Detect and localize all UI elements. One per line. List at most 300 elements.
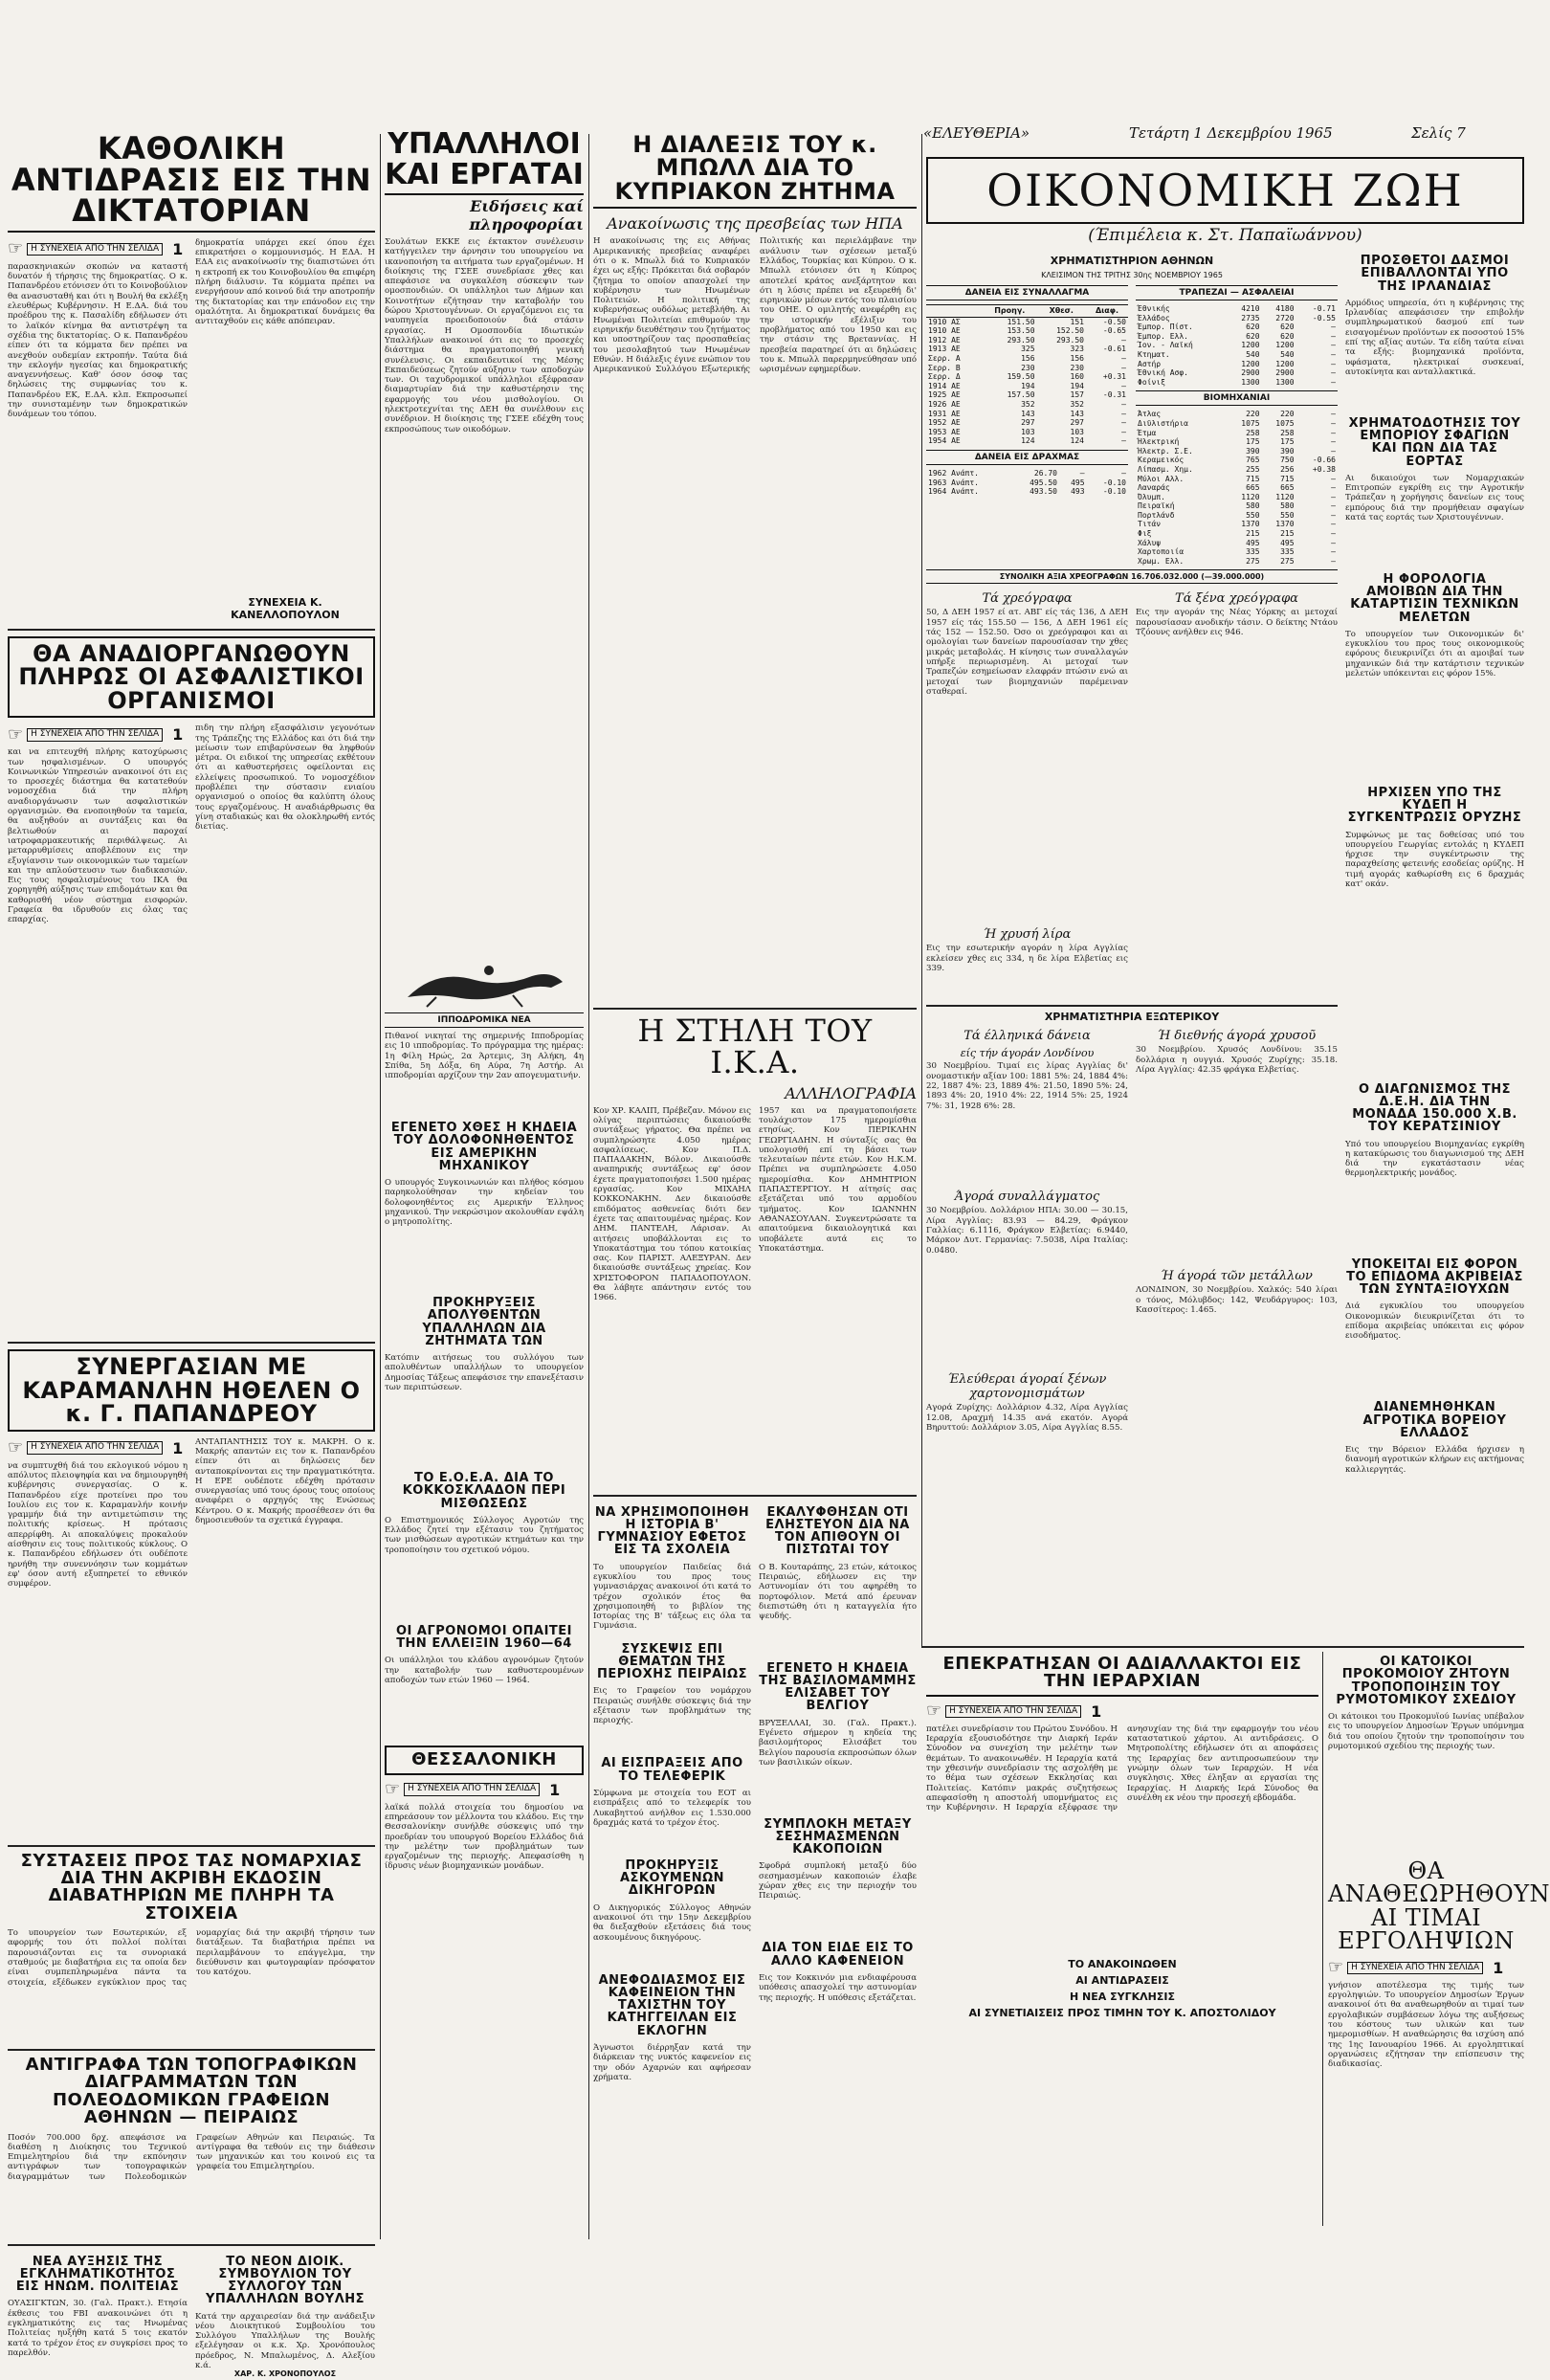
price-cell: 495 bbox=[1246, 538, 1260, 547]
headline: ΣΥΣΤΑΣΕΙΣ ΠΡΟΣ ΤΑΣ ΝΟΜΑΡΧΙΑΣ ΔΙΑ ΤΗΝ ΑΚΡΙΒΗ ΕΚΔΟΣΙΝ ΔΙΑΒΑΤΗΡΙΩΝ ΜΕ ΠΛΗΡΗ ΤΑ ΣΤΟΙΧΕΙΑ bbox=[20, 1850, 363, 1924]
price-cell: 143 bbox=[1070, 409, 1084, 418]
continued-label: Η ΣΥΝΕΧΕΙΑ ΑΠΟ ΤΗΝ ΣΕΛΙΔΑ bbox=[945, 1705, 1081, 1718]
price-cell: — bbox=[1121, 468, 1126, 478]
price-cell: 143 bbox=[1021, 409, 1035, 418]
economy-news-strip bbox=[1345, 251, 1524, 1531]
article-body: πατέλει συνεδρίασιν του Πρώτου Συνόδου. Η Ιεραρχία εξουσιοδότησε την Διαρκή Ιεράν Σύνοδον να συνεχίση την μελέτην των θεμάτων. Το ανακοινωθέν. Η Ιεραρχία κατά την χθεσινήν συνεδρίασιν της ασχολήθη με το θέμα των σχέσεων Εκκλησίας και Πολιτείας. Κατόπιν μακράς συζητήσεως απεφασίσθη η αποστολή υπομνήματος εις την Κυβέρνησιν. Η Ιεραρχία εξέφρασε την ανησυχίαν της διά την εφαρμογήν του νέου καταστατικού χάρτου. Αι αντιδράσεις. Ο Μητροπολίτης εδήλωσεν ότι αι αποφάσεις της Ιεραρχίας δεν αντιπροσωπεύουν την γνώμην όλων των Ιεραρχών. Η νέα συγκλησις. Χθες έληξαν αι εργασίαι της Ιεραρχίας. Η Διαρκής Ιερά Σύνοδος θα συνέλθη εκ νέου την προσεχή εβδομάδα. bbox=[926, 1724, 1318, 1813]
security-name: Κεραμεικός bbox=[1138, 456, 1185, 465]
security-name: Χάλυψ bbox=[1138, 538, 1162, 547]
price-cell: 1200 bbox=[1241, 359, 1260, 368]
article-body: Ποσόν 700.000 δρχ. απεφάσισε να διαθέση η Διοίκησις του Τεχνικού Επιμελητηρίου διά την εκπόνησιν αντιγράφων των τοπογραφικών διαγραμμάτων των Πολεοδομικών Γραφείων Αθηνών και Πειραιώς. Τα αντίγραφα θα τεθούν εις την διάθεσιν των μηχανικών και του κοινού εις τα γραφεία του Επιμελητηρίου. bbox=[8, 2132, 375, 2182]
table-row bbox=[1136, 465, 1338, 475]
table-row bbox=[926, 364, 1128, 373]
security-name: Χαρτοποιία bbox=[1138, 547, 1185, 557]
price-cell: 352 bbox=[1021, 399, 1035, 409]
table-row bbox=[1136, 493, 1338, 502]
price-cell: 540 bbox=[1280, 349, 1295, 359]
table-row bbox=[1136, 447, 1338, 456]
price-cell: — bbox=[1331, 359, 1336, 368]
table-row bbox=[1136, 304, 1338, 314]
price-cell: 335 bbox=[1246, 547, 1260, 557]
price-cell: 390 bbox=[1246, 446, 1260, 456]
price-cell: 124 bbox=[1021, 436, 1035, 446]
price-cell: 215 bbox=[1246, 529, 1260, 539]
price-cell: 1370 bbox=[1241, 520, 1260, 529]
table-row bbox=[926, 345, 1128, 354]
column-rule bbox=[380, 134, 381, 2239]
price-cell: 765 bbox=[1246, 456, 1260, 465]
headline: ΧΡΗΜΑΤΟΔΟΤΗΣΙΣ ΤΟΥ ΕΜΠΟΡΙΟΥ ΣΦΑΓΙΩΝ ΚΑΙ ΠΩΝ ΔΙΑ ΤΑΣ ΕΟΡΤΑΣ bbox=[1348, 415, 1521, 469]
security-name: Έμπορ. Πίστ. bbox=[1138, 323, 1193, 332]
headline: ΕΓΕΝΕΤΟ ΧΘΕΣ Η ΚΗΔΕΙΑ ΤΟΥ ΔΟΛΟΦΟΝΗΘΕΝΤΟΣ ΕΙΣ ΑΜΕΡΙΚΗΝ ΜΗΧΑΝΙΚΟΥ bbox=[390, 1121, 578, 1173]
headline: ΤΟ ΝΕΟΝ ΔΙΟΙΚ. ΣΥΜΒΟΥΛΙΟΝ ΤΟΥ ΣΥΛΛΟΓΟΥ ΤΩΝ ΥΠΑΛΛΗΛΩΝ ΒΟΥΛΗΣ bbox=[205, 2254, 365, 2307]
table-row bbox=[926, 478, 1128, 488]
price-cell: — bbox=[1331, 510, 1336, 520]
loans-title: ΔΑΝΕΙΑ ΕΙΣ ΣΥΝΑΛΛΑΓΜΑ bbox=[926, 285, 1128, 300]
table-row bbox=[1136, 350, 1338, 360]
article-body: Το υπουργείον των Οικονομικών δι' εγκυκλίου του προς τους οικονομικούς εφόρους διευκρινίζει ότι αι αμοιβαί των μηχανικών διά την κατάρτισιν τεχνικών μελετών υπόκεινται εις φόρον 15%. bbox=[1345, 629, 1524, 678]
security-name: Ήλεκτρική bbox=[1138, 437, 1180, 447]
article-parliament-staff bbox=[195, 2252, 375, 2380]
headline: ΝΑ ΧΡΗΣΙΜΟΠΟΙΗΘΗ Η ΙΣΤΟΡΙΑ Β' ΓΥΜΝΑΣΙΟΥ ΕΦΕΤΟΣ ΕΙΣ ΤΑ ΣΧΟΛΕΙΑ bbox=[594, 1504, 750, 1558]
headline: ΣΥΝΕΡΓΑΣΙΑΝ ΜΕ ΚΑΡΑΜΑΝΛΗΝ ΗΘΕΛΕΝ Ο κ. Γ. ΠΑΠΑΝΔΡΕΟΥ bbox=[8, 1349, 375, 1431]
table-row bbox=[926, 469, 1128, 478]
price-cell: — bbox=[1331, 437, 1336, 447]
section-subhead: ΑΙ ΣΥΝΕΤΙΑΙΣΕΙΣ ΠΡΟΣ ΤΙΜΗΝ ΤΟΥ Κ. ΑΠΟΣΤΟΛΙΔΟΥ bbox=[968, 2006, 1276, 2019]
headline: ΥΠΟΚΕΙΤΑΙ ΕΙΣ ΦΟΡΟΝ ΤΟ ΕΠΙΔΟΜΑ ΑΚΡΙΒΕΙΑΣ ΤΩΝ ΣΥΝΤΑΞΙΟΥΧΩΝ bbox=[1346, 1257, 1523, 1297]
banks-table bbox=[1136, 304, 1338, 387]
headline: ΕΠΕΚΡΑΤΗΣΑΝ ΟΙ ΑΔΙΑΛΛΑΚΤΟΙ ΕΙΣ ΤΗΝ ΙΕΡΑΡΧΙΑΝ bbox=[926, 1656, 1318, 1697]
price-cell: 493 bbox=[1071, 487, 1085, 497]
article-body: Υπό του υπουργείου Βιομηχανίας εγκρίθη η κατακύρωσις του διαγωνισμού της ΔΕΗ διά την εγκατάστασιν νέας θερμοηλεκτρικής μονάδος. bbox=[1345, 1139, 1524, 1179]
security-name: Σερρ. Β bbox=[928, 363, 961, 372]
security-name: 1912 ΑΕ bbox=[928, 335, 961, 345]
article-body: Εις την αγοράν της Νέας Υόρκης αι μετοχαί παρουσίασαν ανοδικήν τάσιν. Ο δείκτης Ντάου Τζόουνς ανήλθεν εις 946. bbox=[1136, 608, 1338, 638]
continued-marker bbox=[8, 725, 188, 744]
continued-page-number: 1 bbox=[1091, 1702, 1102, 1721]
table-row bbox=[1136, 378, 1338, 388]
continued-label: Η ΣΥΝΕΧΕΙΑ ΑΠΟ ΤΗΝ ΣΕΛΙΔΑ bbox=[27, 1441, 163, 1454]
table-row bbox=[1136, 547, 1338, 557]
signature: ΧΑΡ. Κ. ΧΡΟΝΟΠΟΥΛΟΣ bbox=[233, 2369, 337, 2378]
masthead-date: Τετάρτη 1 Δεκεμβρίου 1965 bbox=[1129, 124, 1333, 142]
price-cell: 580 bbox=[1246, 501, 1260, 511]
security-name: 1910 ΑΣ bbox=[928, 317, 961, 326]
continue-arrow-icon: ☞ bbox=[8, 723, 24, 745]
price-cell: 275 bbox=[1280, 556, 1295, 566]
continued-label: Η ΣΥΝΕΧΕΙΑ ΑΠΟ ΤΗΝ ΣΕΛΙΔΑ bbox=[27, 243, 163, 256]
continued-page-number: 1 bbox=[172, 1438, 184, 1457]
price-cell: -0.65 bbox=[1102, 326, 1126, 336]
price-cell: 550 bbox=[1246, 510, 1260, 520]
security-name: Πειραϊκή bbox=[1138, 501, 1175, 511]
security-name: Ήλεκτρ. Σ.Ε. bbox=[1138, 446, 1193, 456]
table-row bbox=[926, 326, 1128, 336]
article-body: ΒΡΥΞΕΛΛΑΙ, 30. (Γαλ. Πρακτ.). Εγένετο σήμερον η κηδεία της βασιλομήτορος Ελισάβετ του Βελγίου παρουσία εκπροσώπων όλων των βασιλικών οίκων. bbox=[759, 1718, 917, 1768]
headline: Τά ξένα χρεόγραφα bbox=[1175, 591, 1298, 607]
security-name: 1914 ΑΕ bbox=[928, 381, 961, 390]
price-cell: 175 bbox=[1246, 437, 1260, 447]
column-header: Προηγ. bbox=[983, 305, 1037, 318]
security-name: 1931 ΑΕ bbox=[928, 409, 961, 418]
table-row bbox=[1136, 323, 1338, 332]
price-cell: — bbox=[1121, 399, 1126, 409]
price-cell: 230 bbox=[1070, 363, 1084, 372]
table-row bbox=[1136, 539, 1338, 548]
price-cell: 156 bbox=[1021, 353, 1035, 363]
price-cell: — bbox=[1331, 331, 1336, 341]
price-cell: -0.55 bbox=[1312, 313, 1336, 323]
price-cell: 493.50 bbox=[1030, 487, 1057, 497]
price-cell: 103 bbox=[1021, 427, 1035, 436]
article-body: Οι κάτοικοι του Προκομυϊού Ιωνίας υπέβαλον εις το υπουργείον Δημοσίων Έργων υπόμνημα διά του οποίου ζητούν την τροποποίησιν του ρυμοτομικού σχεδίου της περιοχής των. bbox=[1328, 1712, 1524, 1751]
article-body: Ο υπουργός Συγκοινωνιών και πλήθος κόσμου παρηκολούθησαν την κηδείαν του δολοφονηθέντος εις Αμερικήν Έλληνος μηχανικού. Την νεκρώσιμον ακολουθίαν εψάλη ο μητροπολίτης. bbox=[385, 1178, 584, 1228]
headline: ΔΙΑΝΕΜΗΘΗΚΑΝ ΑΓΡΟΤΙΚΑ ΒΟΡΕΙΟΥ ΕΛΛΑΔΟΣ bbox=[1362, 1400, 1507, 1440]
price-cell: 157.50 bbox=[1007, 390, 1035, 400]
article-body: Αρμόδιος υπηρεσία, ότι η κυβέρνησις της Ιρλανδίας απεφάσισεν την επιβολήν συμπληρωματικού δασμού επί των εισαγομένων προϊόντων εκ ποσοστού 15% επί της αξίας αυτών. Τα είδη ταύτα είναι τα εξής: βιομηχανικά προϊόντα, υφάσματα, ηλεκτρικαί συσκευαί, αυτοκίνητα και ανταλλακτικά. bbox=[1345, 298, 1524, 377]
price-cell: -0.66 bbox=[1312, 456, 1336, 465]
article-body: Εις τον Κοκκινόν μια ενδιαφέρουσα υπόθεσις απασχολεί την αστυνομίαν της περιοχής. Η υπόθεσις εξετάζεται. bbox=[759, 1972, 917, 2003]
divider bbox=[8, 629, 375, 631]
table-row bbox=[1136, 557, 1338, 567]
exchange-subtitle: ΚΛΕΙΣΙΜΟΝ ΤΗΣ ΤΡΙΤΗΣ 30ης ΝΟΕΜΒΡΙΟΥ 1965 bbox=[1041, 271, 1223, 279]
headline: ΣΥΣΚΕΨΙΣ ΕΠΙ ΘΕΜΑΤΩΝ ΤΗΣ ΠΕΡΙΟΧΗΣ ΠΕΙΡΑΙΩΣ bbox=[597, 1641, 747, 1682]
drachma-title: ΔΑΝΕΙΑ ΕΙΣ ΔΡΑΧΜΑΣ bbox=[926, 450, 1128, 465]
price-cell: 151 bbox=[1070, 317, 1084, 326]
price-cell: 258 bbox=[1280, 428, 1295, 437]
price-cell: — bbox=[1331, 501, 1336, 511]
price-cell: — bbox=[1121, 363, 1126, 372]
price-cell: 255 bbox=[1246, 464, 1260, 474]
headline-subtitle: Τά έλληνικά δάνεια bbox=[963, 1029, 1091, 1044]
price-cell: — bbox=[1331, 418, 1336, 428]
section-subhead: ΑΙ ΑΝΤΙΔΡΑΣΕΙΣ bbox=[1075, 1973, 1169, 1987]
article-body: Κατόπιν αιτήσεως του συλλόγου των απολυθέντων υπαλλήλων το υπουργείον Δημοσίας Τάξεως απεφάσισε την επανεξέτασιν των περιπτώσεων. bbox=[385, 1353, 584, 1392]
article-insurance bbox=[8, 636, 375, 1336]
price-cell: 293.50 bbox=[1007, 335, 1035, 345]
security-name: 1926 ΑΕ bbox=[928, 399, 961, 409]
column-rule bbox=[1322, 1652, 1323, 2226]
security-name: Σερρ. Α bbox=[928, 353, 961, 363]
divider bbox=[8, 1342, 375, 1344]
continue-arrow-icon: ☞ bbox=[385, 1779, 401, 1800]
price-cell: 620 bbox=[1246, 331, 1260, 341]
drachma-table bbox=[926, 469, 1128, 497]
price-cell: — bbox=[1331, 428, 1336, 437]
column-workers bbox=[385, 129, 584, 2235]
article-hierarchy bbox=[926, 1652, 1318, 2226]
price-cell: 256 bbox=[1280, 464, 1295, 474]
price-cell: 2900 bbox=[1241, 368, 1260, 378]
table-row bbox=[1136, 332, 1338, 342]
article-dictatorship bbox=[8, 130, 375, 623]
price-cell: 297 bbox=[1070, 418, 1084, 428]
price-cell: — bbox=[1331, 556, 1336, 566]
price-cell: 665 bbox=[1246, 483, 1260, 493]
security-name: Έμπορ. Ελλ. bbox=[1138, 331, 1188, 341]
article-body: Οι υπάλληλοι του κλάδου αγρονόμων ζητούν την καταβολήν των καθυστερουμένων αποδοχών των ετών 1960 — 1964. bbox=[385, 1656, 584, 1685]
security-name: Λαναράς bbox=[1138, 483, 1170, 493]
article-body: Ο Δικηγορικός Σύλλογος Αθηνών ανακοινοί ότι την 15ην Δεκεμβρίου θα διεξαχθούν εξετάσεις διά τους ασκουμένους δικηγόρους. bbox=[593, 1902, 751, 1943]
headline-subtitle: είς τήν άγοράν Λονδίνου bbox=[960, 1047, 1095, 1060]
price-cell: 230 bbox=[1021, 363, 1035, 372]
article-karamanlis bbox=[8, 1349, 375, 1838]
continued-label: Η ΣΥΝΕΧΕΙΑ ΑΠΟ ΤΗΝ ΣΕΛΙΔΑ bbox=[27, 728, 163, 741]
table-row bbox=[1136, 483, 1338, 493]
security-name: 1913 ΑΕ bbox=[928, 345, 961, 354]
table-row bbox=[926, 382, 1128, 391]
price-cell: 715 bbox=[1280, 474, 1295, 483]
headline: ΕΚΑΛΥΦΘΗΣΑΝ ΟΤΙ ΕΛΗΣΤΕΥΟΝ ΔΙΑ ΝΑ ΤΟΝ ΑΠΙΘΟΥΝ ΟΙ ΠΙΣΤΩΤΑΙ ΤΟΥ bbox=[765, 1504, 910, 1558]
price-cell: 495 bbox=[1071, 478, 1085, 487]
article-body: πιδη την πλήρη εξασφάλισιν γεγονότων της Τράπεζης της Ελλάδος και ότι διά την μείωσιν των επιβαρύνσεων θα ληφθούν μέτρα. Οι ειδικοί της υπηρεσίας εκθέτουν ότι αι καθυστερήσεις οφείλονται εις ελλείψεις προσωπικού. Το νομοσχέδιον προβλέπει την σύστασιν ενιαίου οργανισμού ο οποίος θα καλύπτη όλους τους εργαζομένους. Η αναδιάρθρωσις θα γίνη σταδιακώς και θα ολοκληρωθή εντός διετίας. bbox=[195, 723, 375, 833]
exchange-title: ΧΡΗΜΑΤΙΣΤΗΡΙΟΝ ΑΘΗΝΩΝ bbox=[1050, 255, 1214, 267]
column-politics bbox=[8, 129, 375, 2378]
price-cell: — bbox=[1331, 377, 1336, 387]
price-cell: — bbox=[1331, 492, 1336, 501]
continue-arrow-icon: ☞ bbox=[8, 238, 24, 259]
price-cell: -0.10 bbox=[1102, 487, 1126, 497]
price-cell: 1075 bbox=[1241, 418, 1260, 428]
security-name: Πορτλάνδ bbox=[1138, 510, 1175, 520]
price-cell: 194 bbox=[1070, 381, 1084, 390]
continued-page-number: 1 bbox=[172, 725, 184, 745]
headline: ΑΙ ΕΙΣΠΡΑΞΕΙΣ ΑΠΟ ΤΟ ΤΕΛΕΦΕΡΙΚ bbox=[601, 1756, 743, 1784]
price-cell: — bbox=[1121, 427, 1126, 436]
continued-marker bbox=[8, 1439, 188, 1457]
table-row bbox=[1136, 368, 1338, 378]
table-row bbox=[1136, 456, 1338, 465]
article-maps bbox=[8, 2057, 375, 2237]
table-row bbox=[926, 487, 1128, 497]
column-header: Διαφ. bbox=[1086, 305, 1128, 318]
section-banner-editor: (Έπιμέλεια κ. Στ. Παπαϊωάννου) bbox=[1088, 226, 1362, 245]
price-cell: 156 bbox=[1070, 353, 1084, 363]
table-row bbox=[1136, 419, 1338, 429]
price-cell: 2720 bbox=[1275, 313, 1295, 323]
price-cell: — bbox=[1121, 418, 1126, 428]
divider bbox=[921, 1646, 1524, 1648]
price-cell: -0.31 bbox=[1102, 390, 1126, 400]
security-name: Ίον. - Λαϊκή bbox=[1138, 341, 1193, 350]
industries-table bbox=[1136, 410, 1338, 566]
continued-page-number: 1 bbox=[1493, 1958, 1504, 1977]
price-cell: 665 bbox=[1280, 483, 1295, 493]
article-body: 30 Νοεμβρίου. Δολλάριον ΗΠΑ: 30.00 — 30.15, Λίρα Αγγλίας: 83.93 — 84.29, Φράγκον Γαλλίας: 6.1116, Φράγκον Ελβετίας: 6.9440, Μάρκον Δυτ. Γερμανίας: 7.5038, Λίρα Ιταλίας: 0.0480. bbox=[926, 1206, 1128, 1256]
security-name: Φιξ bbox=[1138, 529, 1152, 539]
section-subhead: ΤΟ ΑΝΑΚΟΙΝΩΘΕΝ bbox=[1068, 1957, 1177, 1970]
continued-label: Η ΣΥΝΕΧΕΙΑ ΑΠΟ ΤΗΝ ΣΕΛΙΔΑ bbox=[404, 1783, 540, 1795]
section-title: ΙΠΠΟΔΡΟΜΙΚΑ ΝΕΑ bbox=[385, 1012, 584, 1028]
table-row bbox=[926, 418, 1128, 428]
price-cell: 1200 bbox=[1275, 359, 1295, 368]
article-body: Συμφώνως με τας δοθείσας υπό του υπουργείου Γεωργίας εντολάς η ΚΥΔΕΠ ήρχισε την συγκέντρωσιν της παραχθείσης φετεινής εσοδείας ορύζης. Η τιμή αγοράς καθωρίσθη εις 6 δραχμάς κατ' οκάν. bbox=[1345, 830, 1524, 889]
price-cell: 1300 bbox=[1241, 377, 1260, 387]
security-name: Έτμα bbox=[1138, 428, 1157, 437]
price-cell: — bbox=[1121, 335, 1126, 345]
price-cell: — bbox=[1331, 410, 1336, 419]
price-cell: — bbox=[1079, 468, 1085, 478]
price-cell: 153.50 bbox=[1007, 326, 1035, 336]
section-subtitle: Ειδήσεις καί πληροφορίαι bbox=[469, 197, 584, 234]
headline: ΟΙ ΑΓΡΟΝΟΜΟΙ ΟΠΑΙΤΕΙ ΤΗΝ ΕΛΛΕΙΞΙΝ 1960—64 bbox=[395, 1623, 573, 1651]
security-name: 1954 ΑΕ bbox=[928, 436, 961, 446]
table-row bbox=[1136, 341, 1338, 350]
article-body: και να επιτευχθή πλήρης κατοχύρωσις των ησφαλισμένων. Ο υπουργός Κοινωνικών Υπηρεσιών ανακοινοί ότι εις το προσεχές διάστημα θα κατατεθούν νομοσχέδια διά την πλήρη αναδιοργάνωσιν των ασφαλιστικών οργανισμών. Θα ενοποιηθούν τα ταμεία, θα αυξηθούν αι συντάξεις και θα βελτιωθούν αι παροχαί ιατροφαρμακευτικής περιθάλψεως. Αι μεταρρυθμίσεις αποβλέπουν εις την εξυγίανσιν των οικονομικών των ταμείων και την απλούστευσιν των διαδικασιών. Εις τους ησφαλισμένους του ΙΚΑ θα χορηγηθή αύξησις των επιδομάτων και θα καθορισθή νέον σύστημα εισφορών. Γραφεία θα ιδρυθούν εις όλας τας επαρχίας. bbox=[8, 747, 188, 925]
price-cell: 194 bbox=[1021, 381, 1035, 390]
article-body: Εις την εσωτερικήν αγοράν η λίρα Αγγλίας εκλείσεν χθες εις 334, η δε λίρα Ελβετίας εις 339. bbox=[926, 944, 1128, 974]
article-body: Σύμφωνα με στοιχεία του ΕΟΤ αι εισπράξεις από το τελεφερίκ του Λυκαβηττού ανήλθον εις 1.530.000 δραχμάς κατά το τρέχον έτος. bbox=[593, 1788, 751, 1828]
divider bbox=[8, 2049, 375, 2051]
price-cell: 220 bbox=[1280, 410, 1295, 419]
security-name: Έθνική Ασφ. bbox=[1138, 368, 1188, 378]
price-cell: 2900 bbox=[1275, 368, 1295, 378]
price-cell: 495 bbox=[1280, 538, 1295, 547]
headline: ΟΙ ΚΑΤΟΙΚΟΙ ΠΡΟΚΟΜΟΙΟΥ ΖΗΤΟΥΝ ΤΡΟΠΟΠΟΙΗΣΙΝ ΤΟΥ ΡΥΜΟΤΟΜΙΚΟΥ ΣΧΕΔΙΟΥ bbox=[1336, 1655, 1517, 1707]
masthead-page: Σελίς 7 bbox=[1411, 124, 1466, 142]
price-cell: 715 bbox=[1246, 474, 1260, 483]
continued-marker bbox=[8, 240, 188, 258]
price-cell: — bbox=[1121, 353, 1126, 363]
article-body: 30 Νοεμβρίου. Τιμαί εις λίρας Αγγλίας δι' ονομαστικήν αξίαν 100: 1881 5%: 24, 1884 4%: 22, 1887 4%: 23, 1889 4%: 21.50, 1890 5%: 24, 1893 4%: 20, 1910 4%: 22, 1914 5%: 25, 1924 7%: 31, 1928 6%: 28. bbox=[926, 1061, 1128, 1111]
price-cell: 258 bbox=[1246, 428, 1260, 437]
horse-racing-illustration bbox=[398, 959, 570, 1009]
divider bbox=[8, 2244, 375, 2246]
headline: ΑΝΕΦΟΔΙΑΣΜΟΣ ΕΙΣ ΚΑΦΕΙΝΕΙΟΝ ΤΗΝ ΤΑΧΙΣΤΗΝ ΤΟΥ ΚΑΤΗΓΓΕΙΛΑΝ ΕΙΣ ΕΚΛΟΓΗΝ bbox=[598, 1972, 746, 2038]
price-cell: 323 bbox=[1070, 345, 1084, 354]
price-cell: — bbox=[1121, 381, 1126, 390]
article-body: ΟΥΑΣΙΓΚΤΩΝ, 30. (Γαλ. Πρακτ.). Ετησία έκθεσις του FBI ανακοινώνει ότι η εγκληματικότης εις τας Ηνωμένας Πολιτείας ηυξήθη κατά 5 τοις εκατόν κατά το τρέχον έτος εν συγκρίσει προς το παρελθόν. bbox=[8, 2299, 188, 2358]
article-body: Ο Επιστημονικός Σύλλογος Αγροτών της Ελλάδος ζητεί την εξέτασιν του ζητήματος των μισθώσεων αγροτικών κτημάτων και την τροποποίησιν του σχετικού νόμου. bbox=[385, 1515, 584, 1555]
price-cell: 220 bbox=[1246, 410, 1260, 419]
table-row bbox=[1136, 501, 1338, 511]
article-body: Εις το Γραφείον του νομάρχου Πειραιώς συνήλθε σύσκεψις διά την εξέτασιν των προβλημάτων της περιοχής. bbox=[593, 1686, 751, 1726]
price-cell: 103 bbox=[1070, 427, 1084, 436]
price-cell: — bbox=[1121, 409, 1126, 418]
price-cell: -0.71 bbox=[1312, 304, 1336, 313]
headline: Η ΦΟΡΟΛΟΓΙΑ ΑΜΟΙΒΩΝ ΔΙΑ ΤΗΝ ΚΑΤΑΡΤΙΣΙΝ ΤΕΧΝΙΚΩΝ ΜΕΛΕΤΩΝ bbox=[1350, 571, 1519, 625]
headline: ΠΡΟΚΗΡΥΞΕΙΣ ΑΠΟΛΥΘΕΝΤΩΝ ΥΠΑΛΛΗΛΩΝ ΔΙΑ ΖΗΤΗΜΑΤΑ ΤΩΝ bbox=[422, 1296, 546, 1348]
table-row bbox=[926, 400, 1128, 410]
security-name: 1952 ΑΕ bbox=[928, 418, 961, 428]
headline: ΚΑΘΟΛΙΚΗ ΑΝΤΙΔΡΑΣΙΣ ΕΙΣ ΤΗΝ ΔΙΚΤΑΤΟΡΙΑΝ bbox=[8, 133, 375, 233]
price-cell: 293.50 bbox=[1056, 335, 1084, 345]
table-row bbox=[926, 390, 1128, 400]
price-cell: +0.31 bbox=[1102, 372, 1126, 382]
price-cell: -0.10 bbox=[1102, 478, 1126, 487]
article-body: Ο Β. Κουταράπης, 23 ετών, κάτοικος Πειραιώς, εδήλωσεν εις την Αστυνομίαν ότι του αφηρέθη το πορτοφόλιον. Μετά από έρευναν διεπιστώθη ότι η καταγγελία ήτο ψευδής. bbox=[759, 1562, 917, 1622]
security-name: Λίπασμ. Χημ. bbox=[1138, 464, 1193, 474]
price-cell: 26.70 bbox=[1033, 468, 1057, 478]
price-cell: 215 bbox=[1280, 529, 1295, 539]
table-row bbox=[1136, 360, 1338, 369]
article-crime bbox=[8, 2252, 188, 2380]
headline: Ή άγορά τῶν μετάλλων bbox=[1161, 1269, 1313, 1284]
price-cell: 495.50 bbox=[1030, 478, 1057, 487]
security-name: Διϋλιστήρια bbox=[1138, 418, 1188, 428]
article-body: λαϊκά πολλά στοιχεία του δημοσίου να επηρεάσουν τον μέλλοντα του κλάδου. Εις την Θεσσαλονίκην συνήλθε σύσκεψις υπό την προεδρίαν του υπουργού Βορείου Ελλάδος διά την μελέτην των προβλημάτων των εργαζομένων της περιοχής. Απεφασίσθη η ίδρυσις νέων βιομηχανικών μονάδων. bbox=[385, 1802, 584, 1872]
price-cell: 540 bbox=[1246, 349, 1260, 359]
price-cell: — bbox=[1331, 368, 1336, 378]
article-body: Σουλάτων ΕΚΚΕ εις έκτακτον συνέλευσιν κατήγγειλεν την άρνησιν του υπουργείου να ικανοποιήση τα αιτήματα των εργαζομένων. Η διοίκησις της ΓΣΕΕ συνεδρίασε χθες και απεφάσισε να συγκαλέση σύσκεψιν των ομοσπονδιών. Οι υπάλληλοι των Δήμων και Κοινοτήτων εζήτησαν την καταβολήν του δώρου Χριστουγέννων. Οι εργαζόμενοι εις τα ναυπηγεία προειδοποιούν διά στάσιν εργασίας. Η Ομοσπονδία Ιδιωτικών Υπαλλήλων ανακοινοί ότι εις το προσεχές διάστημα θα πραγματοποιηθή γενική συνέλευσις. Οι εκπαιδευτικοί της Μέσης Εκπαιδεύσεως ζητούν αύξησιν των αποδοχών των. Οι ταχυδρομικοί υπάλληλοι εξέφρασαν διαμαρτυρίαν διά την καθυστέρησιν της εφαρμογής του νέου μισθολογίου. Οι ηλεκτροτεχνίται της ΔΕΗ θα συνέλθουν εις συνέδριον. Η διοίκησις της ΓΣΕΕ εδέχθη τους εκπροσώπους των οικοδόμων. bbox=[385, 237, 584, 434]
column-header: Χθεσ. bbox=[1037, 305, 1086, 318]
article-body: Κον ΧΡ. ΚΑΛΙΠ, Πρέβεζαν. Μόνον εις ολίγας περιπτώσεις δικαιούσθε συντάξεως γήρατος. Θα πρέπει να συμπληρώσητε 4.050 ημέρας ασφαλίσεως. Κον Π.Δ. ΠΑΠΑΔΑΚΗΝ, Βόλον. Δικαιούσθε αναπηρικής συντάξεως εφ' όσον έχετε πραγματοποιήσει 1.500 ημέρας εργασίας. Κον ΜΙΧΑΗΛ ΚΟΚΚΟΝΑΚΗΝ. Δεν δικαιούσθε επιδόματος ασθενείας διότι δεν έχετε τας απαιτουμένας ημέρας. Κον ΔΗΜ. ΠΑΝΤΕΛΗ, Λάρισαν. Αι αιτήσεις υποβάλλονται εις το Υποκατάστημα του τόπου κατοικίας σας. Κον ΠΑΡΙΣΤ. ΑΛΕΞΥΡΑΝ. Δεν δικαιούσθε συντάξεως χηρείας. Κον ΧΡΙΣΤΟΦΟΡΟΝ ΠΑΠΑΔΟΠΟΥΛΟΝ. Θα λάβητε απάντησιν εντός του 1966. bbox=[593, 1105, 751, 1303]
headline: Έλεύθεραι άγοραί ξένων χαρτονομισμάτων bbox=[947, 1372, 1107, 1402]
price-cell: 4210 bbox=[1241, 304, 1260, 313]
security-name: Φοίνιξ bbox=[1138, 377, 1165, 387]
table-row bbox=[926, 317, 1128, 326]
headline: ΘΑ ΑΝΑΔΙΟΡΓΑΝΩΘΟΥΝ ΠΛΗΡΩΣ ΟΙ ΑΣΦΑΛΙΣΤΙΚΟΙ ΟΡΓΑΝΙΣΜΟΙ bbox=[8, 636, 375, 718]
security-name: Άτλας bbox=[1138, 410, 1162, 419]
price-cell: 325 bbox=[1021, 345, 1035, 354]
headline: ΠΡΟΣΘΕΤΟΙ ΔΑΣΜΟΙ ΕΠΙΒΑΛΛΟΝΤΑΙ ΥΠΟ ΤΗΣ ΙΡΛΑΝΔΙΑΣ bbox=[1360, 254, 1510, 294]
article-body: Εις την Βόρειον Ελλάδα ήρχισεν η διανομή αγροτικών κλήρων εις ακτήμονας καλλιεργητάς. bbox=[1345, 1445, 1524, 1475]
price-cell: 1370 bbox=[1275, 520, 1295, 529]
price-cell: — bbox=[1331, 529, 1336, 539]
price-cell: 151.50 bbox=[1007, 317, 1035, 326]
section-subhead: Η ΝΕΑ ΣΥΓΚΛΗΣΙΣ bbox=[1070, 1990, 1175, 2003]
price-cell: +0.38 bbox=[1312, 464, 1336, 474]
continue-arrow-icon: ☞ bbox=[1328, 1957, 1344, 1978]
banks-title: ΤΡΑΠΕΖΑΙ — ΑΣΦΑΛΕΙΑΙ bbox=[1136, 285, 1338, 300]
security-name: 1910 ΑΕ bbox=[928, 326, 961, 336]
article-body: παρασκηνιακών σκοπών να καταστή δυνατόν ή τήρησις της δημοκρατίας. Ο κ. Παπανδρέου ετόνισεν ότι το Κοινοβούλιον θα ανασυσταθή και ότι η Βουλή θα εκλέξη ελευθέρως Κυβέρνησιν. Η Ε.ΔΑ. διά του προέδρου της κ. Πασαλίδη εδήλωσεν ότι το λαϊκόν κίνημα θα αντιστρέψη τα σχέδια της δικτατορίας. Ο κ. Παπανδρέου είπεν ότι τα κόμματα δεν πρέπει να ανεχθούν ουδεμίαν εκτροπήν. Ταύτα διά την εκλογήν ηγεσίας και δημοκρατικής αναγεννήσεως. Καθ' όσον όσοφ τας δηλώσεις της συμφωνίας του κ. Παπανδρέου ΕΚ, Ε.ΔΑ. κλπ. Εκπροσωπεί την συνισταμένην των δημοκρατικών δυνάμεων του τόπου. bbox=[8, 261, 188, 420]
security-name: Σερρ. Δ bbox=[928, 372, 961, 382]
column-rule bbox=[921, 134, 922, 1646]
headline: ΝΕΑ ΑΥΞΗΣΙΣ ΤΗΣ ΕΓΚΛΗΜΑΤΙΚΟΤΗΤΟΣ ΕΙΣ ΗΝΩΜ. ΠΟΛΙΤΕΙΑΣ bbox=[15, 2254, 180, 2295]
table-row bbox=[1136, 314, 1338, 323]
article-body: δημοκρατία υπάρχει εκεί όπου έχει επικρατήσει ο κομμουνισμός. Η ΕΔΑ. Η ΕΔΑ εις ανακοίνωσίν της διαπιστώνει ότι η εκτροπή εκ του Κοινοβουλίου θα επιφέρη πλήρη διάλυσιν. Τα κόμματα πρέπει να ενεργήσουν από κοινού διά την αποτροπήν της δικτατορίας και την επάνοδον εις την ομαλότητα. Αι δημοκρατικαί δυνάμεις θα αντιταχθούν εις κάθε απόπειραν. bbox=[195, 237, 375, 327]
article-body: 30 Νοεμβρίου. Χρυσός Λονδίνου: 35.15 δολλάρια η ουγγιά. Χρυσός Ζυρίχης: 35.18. Λίρα Αγγλίας: 42.35 φράγκα Ελβετίας. bbox=[1136, 1045, 1338, 1076]
article-body: να συμπτυχθή διά του εκλογικού νόμου η απόλυτος πλειοψηφία και να δημιουργηθή κυβέρνησις συνεργασίας. Ο κ. Παπανδρέου είχε προτείνει προ του Ιουλίου εις τον κ. Καραμανλήν κοινήν γραμμήν διά την αντιμετώπισιν της πολιτικής κρίσεως. Η πρότασις απερρίφθη. Αι αποκαλύψεις προκαλούν αίσθησιν εις τους πολιτικούς κύκλους. Ο κ. Παπανδρέου εδήλωσεν ότι ουδέποτε ηρνήθη την συνεννόησιν των κομμάτων εφ' όσον αυτή εξυπηρετεί το εθνικόν συμφέρον. bbox=[8, 1460, 188, 1590]
headline-subtitle: ΑΛΛΗΛΟΓΡΑΦΙΑ bbox=[785, 1083, 917, 1102]
price-cell: 157 bbox=[1070, 390, 1084, 400]
table-row bbox=[1136, 511, 1338, 521]
section-banner-title: ΟΙΚΟΝΟΜΙΚΗ ΖΩΗ bbox=[926, 157, 1524, 224]
article-body: 1957 και να πραγματοποιήσετε τουλάχιστον 175 ημερομίσθια ετησίως. Κον ΠΕΡΙΚΛΗΝ ΓΕΩΡΓΙΑΔΗΝ. Η σύνταξίς σας θα υπολογισθή επί τη βάσει των τελευταίων πέντε ετών. Κον Η.Κ.Μ. Πρέπει να συμπληρώσετε 4.050 ημερομίσθια. Κον ΔΗΜΗΤΡΙΟΝ ΠΑΠΑΣΤΕΡΓΙΟΥ. Η αίτησίς σας εξετάζεται υπό του αρμοδίου τμήματος. Κον ΙΩΑΝΝΗΝ ΑΘΑΝΑΣΟΥΛΑΝ. Συγκεντρώσατε τα απαιτούμενα δικαιολογητικά και υποβάλετε αυτά εις το Υποκατάστημα. bbox=[759, 1105, 917, 1254]
article-body: Το υπουργείον των Εσωτερικών, εξ αφορμής του ότι πολλοί πολίται παρουσιάζονται εις τα συνοριακά σταθμούς με διαβατήρια εις τα οποία δεν είναι συμπεπληρωμένα πάντα τα στοιχεία, εξέδωκεν εγκύκλιον προς τας νομαρχίας διά την ακριβή τήρησιν των διατάξεων. Τα διαβατήρια πρέπει να περιλαμβάνουν το επάγγελμα, την διεύθυνσιν και φωτογραφίαν πρόσφατον του κατόχου. bbox=[8, 1928, 375, 1988]
continued-marker bbox=[1328, 1959, 1524, 1977]
headline: ΤΟ Ε.Ο.Ε.Α. ΔΙΑ ΤΟ ΚΟΚΚΟΣΚΛΑΔΟΝ ΠΕΡΙ ΜΙΣΘΩΣΕΩΣ bbox=[402, 1471, 566, 1511]
price-cell: — bbox=[1331, 349, 1336, 359]
continued-marker bbox=[926, 1702, 1318, 1721]
headline: ΧΡΗΜΑΤΙΣΤΗΡΙΑ ΕΞΩΤΕΡΙΚΟΥ bbox=[1044, 1011, 1220, 1024]
headline: ΣΥΜΠΛΟΚΗ ΜΕΤΑΞΥ ΣΕΣΗΜΑΣΜΕΝΩΝ ΚΑΚΟΠΟΙΩΝ bbox=[764, 1816, 912, 1857]
price-cell: 2735 bbox=[1241, 313, 1260, 323]
price-cell: — bbox=[1331, 483, 1336, 493]
price-cell: -0.61 bbox=[1102, 345, 1126, 354]
column-rule bbox=[588, 134, 589, 2239]
price-cell: 152.50 bbox=[1056, 326, 1084, 336]
article-body: ΛΟΝΔΙΝΟΝ, 30 Νοεμβρίου. Χαλκός: 540 λίραι ο τόνος, Μόλυβδος: 142, Ψευδάργυρος: 103, Κασσίτερος: 1.465. bbox=[1136, 1285, 1338, 1316]
table-row bbox=[1136, 529, 1338, 539]
article-body: ΑΝΤΑΠΑΝΤΗΣΙΣ ΤΟΥ κ. ΜΑΚΡΗ. Ο κ. Μακρής απαντών εις τον κ. Παπανδρέου είπεν ότι αι δηλώσεις δεν ανταποκρίνονται εις την πραγματικότητα. Η ΕΡΕ ουδέποτε εδέχθη πρότασιν συνεργασίας υπό τους όρους τους οποίους αναφέρει ο αρχηγός της Ενώσεως Κέντρου. Ο κ. Μακρής προσέθεσεν ότι θα δημοσιευθούν τα σχετικά έγγραφα. bbox=[195, 1436, 375, 1526]
headline: Ή διεθνής άγορά χρυσοῦ bbox=[1157, 1029, 1317, 1044]
price-cell: 1200 bbox=[1275, 341, 1295, 350]
headline: ΘΑ ΑΝΑΘΕΩΡΗΘΟΥΝ ΑΙ ΤΙΜΑΙ ΕΡΓΟΛΗΨΙΩΝ bbox=[1328, 1857, 1550, 1955]
article-body: γνήσιον αποτέλεσμα της τιμής των εργοληψιών. Το υπουργείον Δημοσίων Έργων ανακοινοί ότι θα αναθεωρηθούν αι τιμαί των εργολαβικών συμβάσεων λόγω της αυξήσεως του κόστους των υλικών και των ημερομισθίων. Η αναθεώρησις θα ισχύση από της 1ης Ιανουαρίου 1966. Αι εργοληπτικαί οργανώσεις εζήτησαν την επίσπευσιν της διαδικασίας. bbox=[1328, 1980, 1524, 2070]
price-cell: 4180 bbox=[1275, 304, 1295, 313]
headline: ΑΝΤΙΓΡΑΦΑ ΤΩΝ ΤΟΠΟΓΡΑΦΙΚΩΝ ΔΙΑΓΡΑΜΜΑΤΩΝ ΤΩΝ ΠΟΛΕΟΔΟΜΙΚΩΝ ΓΡΑΦΕΙΩΝ ΑΘΗΝΩΝ — ΠΕΙΡΑΙΩΣ bbox=[25, 2055, 358, 2128]
price-cell: 620 bbox=[1280, 323, 1295, 332]
price-cell: 159.50 bbox=[1007, 372, 1035, 382]
article-body: 50, Δ ΔΕΗ 1957 εί ατ. ΑΒΓ είς τάς 136, Δ ΔΕΗ 1957 είς τάς 155.50 — 156, Δ ΔΕΗ 1961 είς τάς 152 — 152.50. Όσο οι χρεόγραφοι και αι ομολογίαι των δανείων παρουσίασαν την χθες μικράς μεταβολάς. Η κίνησις των συναλλαγών υπήρξε περιωρισμένη. Αι μετοχαί των Τραπεζών εσημείωσαν ελαφράν πτώσιν ενώ αι μετοχαί των βιομηχανιών παρέμειναν σταθεραί. bbox=[926, 608, 1128, 697]
headline: Τά χρεόγραφα bbox=[982, 591, 1073, 607]
continued-marker bbox=[385, 1781, 584, 1799]
continue-arrow-icon: ☞ bbox=[8, 1437, 24, 1458]
price-cell: — bbox=[1331, 323, 1336, 332]
continued-page-number: 1 bbox=[172, 239, 184, 258]
